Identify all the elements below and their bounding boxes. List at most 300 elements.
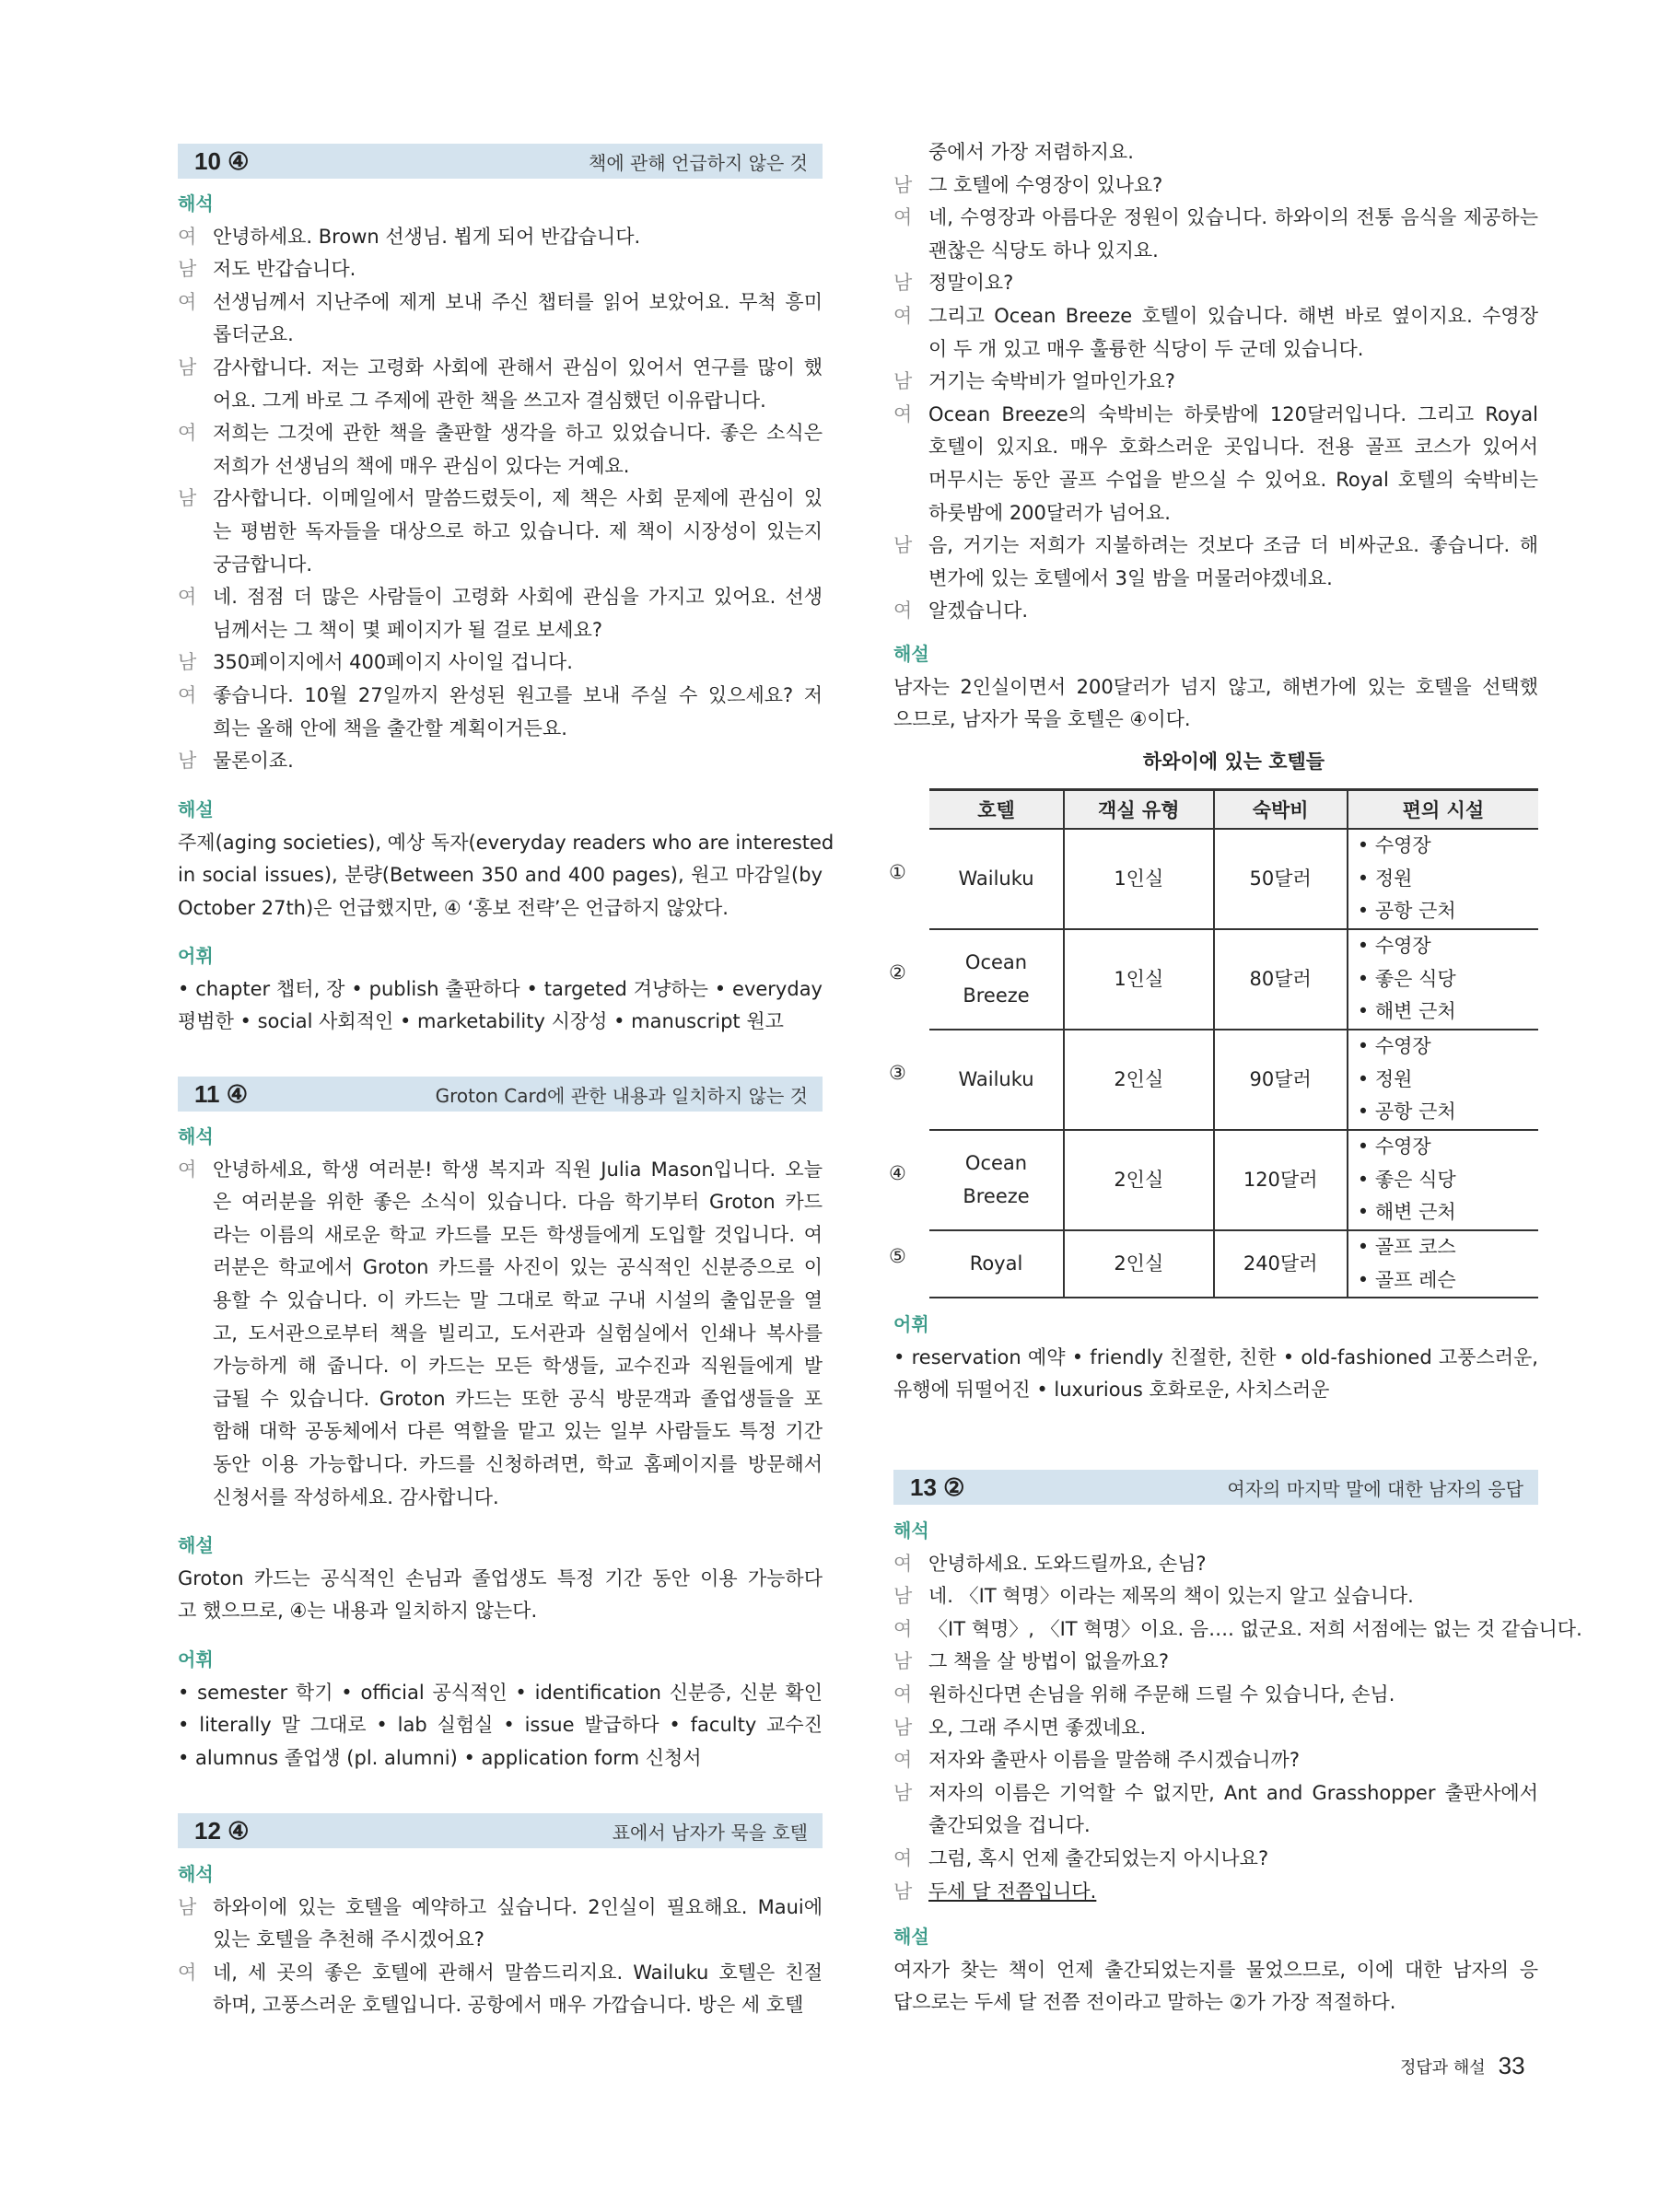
facility-item: • 수영장 — [1357, 834, 1431, 857]
haeseol-label: 해설 — [893, 643, 929, 665]
text-span: 저자와 출판사 이름을 말씀해 주시겠습니까? — [928, 1749, 1300, 1772]
hotel-name-line: Ocean — [964, 1151, 1028, 1174]
text-span: 라는 이름의 새로운 학교 카드를 모든 학생들에게 도입할 것입니다. 여 — [213, 1223, 823, 1246]
dialogue-turn — [178, 646, 823, 680]
dialogue-turn — [178, 221, 823, 254]
dialogue-turn — [178, 253, 823, 286]
hotel-name-line: Royal — [969, 1252, 1023, 1275]
turn-text — [928, 366, 1538, 399]
text-span: 감사합니다. 저는 고령화 사회에 관해서 관심이 있어서 연구를 많이 했 — [213, 355, 823, 378]
turn-text — [928, 300, 1538, 366]
text-span: 그리고 Ocean Breeze 호텔이 있습니다. 해변 바로 옆이지요. 수영장 — [928, 304, 1538, 327]
text-line — [213, 1154, 823, 1187]
text-line: 유행에 뒤떨어진 • luxurious 호화로운, 사치스러운 — [893, 1379, 1330, 1402]
text-span: 함해 대학 공동체에서 다른 역할을 맡고 있는 일부 사람들도 특정 기간 — [213, 1420, 823, 1443]
haeseol-s12 — [893, 638, 1538, 737]
price-cell: 240달러 — [1214, 1230, 1348, 1298]
speaker-label: 여 — [178, 422, 197, 445]
option-number: ② — [889, 960, 906, 984]
text-line — [213, 713, 823, 746]
section-header-s11 — [178, 1077, 823, 1112]
hotel-table — [929, 788, 1538, 1298]
turn-text — [213, 253, 823, 286]
dialogue-turn — [178, 352, 823, 417]
speaker-label: 남 — [178, 1895, 197, 1918]
text-span: 출간되었을 겁니다. — [928, 1814, 1091, 1837]
text-line — [213, 352, 823, 385]
text-line — [213, 385, 823, 418]
turn-text — [928, 1679, 1538, 1712]
text-span: 있는 호텔을 추천해 주시겠어요? — [213, 1928, 484, 1951]
text-line — [928, 431, 1538, 464]
footer-label: 정답과 해설 — [1400, 2057, 1486, 2078]
text-span: 롭더군요. — [213, 323, 294, 346]
speaker-label: 여 — [893, 402, 913, 425]
turn-text — [213, 483, 823, 581]
text-span: 급될 수 있습니다. Groton 카드는 또한 공식 방문객과 졸업생들을 포 — [213, 1387, 823, 1410]
haeseol-s13 — [893, 1921, 1538, 2020]
dialogue-s12 — [893, 136, 1538, 628]
text-span: 신청서를 작성하세요. 감사합니다. — [213, 1485, 499, 1508]
facility-item: • 정원 — [1357, 867, 1413, 890]
text-line — [928, 530, 1538, 563]
text-line — [213, 680, 823, 713]
speaker-label: 여 — [178, 290, 197, 313]
dialogue-s10 — [178, 188, 823, 778]
facility-item: • 해변 근처 — [1357, 1201, 1456, 1224]
room-type-cell: 1인실 — [1064, 829, 1214, 929]
speaker-label: 남 — [893, 173, 913, 196]
text-span: 정말이요? — [928, 272, 1014, 295]
text-span: 네. 〈IT 혁명〉이라는 제목의 책이 있는지 알고 싶습니다. — [928, 1585, 1414, 1608]
table-row — [929, 1230, 1538, 1298]
table-header-row — [929, 790, 1538, 830]
speaker-label: 여 — [893, 1617, 913, 1640]
text-line: • reservation 예약 • friendly 친절한, 친한 • old-fashioned 고풍스러운, — [893, 1345, 1538, 1368]
text-line: 남자는 2인실이면서 200달러가 넘지 않고, 해변가에 있는 호텔을 선택했 — [893, 675, 1538, 698]
turn-text — [928, 1580, 1538, 1613]
speaker-label: 여 — [178, 225, 197, 248]
text-line — [928, 464, 1538, 497]
facilities-cell — [1348, 1030, 1538, 1130]
text-line — [213, 1186, 823, 1219]
text-span: 그 호텔에 수영장이 있나요? — [928, 173, 1163, 196]
column-header: 호텔 — [929, 790, 1064, 830]
dialogue-turn — [893, 1646, 1538, 1679]
text-span: 하며, 고풍스러운 호텔입니다. 공항에서 매우 가깝습니다. 방은 세 호텔 — [213, 1994, 804, 2017]
text-line — [928, 563, 1538, 596]
dialogue-turn — [178, 1957, 823, 2022]
text-line — [213, 1957, 823, 1990]
dialogue-turn — [893, 1712, 1538, 1745]
text-line: • literally 말 그대로 • lab 실험실 • issue 발급하다 • faculty 교수진 — [178, 1714, 823, 1737]
hotel-name-line: Ocean — [964, 950, 1028, 973]
text-span: 하와이에 있는 호텔을 예약하고 싶습니다. 2인실이 필요해요. Maui에 — [213, 1895, 823, 1918]
question-title: 책에 관해 언급하지 않은 것 — [589, 151, 808, 174]
speaker-label: 여 — [893, 1682, 913, 1706]
question-number: 12 ④ — [194, 1816, 250, 1845]
facilities-cell — [1348, 1230, 1538, 1298]
facilities-cell — [1348, 829, 1538, 929]
dialogue-turn — [893, 1777, 1538, 1843]
facility-item: • 수영장 — [1357, 1035, 1431, 1058]
text-span: 저도 반갑습니다. — [213, 258, 356, 281]
text-line — [928, 1843, 1538, 1876]
hotel-name-line: Wailuku — [958, 867, 1034, 890]
dialogue-turn — [893, 1613, 1582, 1647]
text-span: 음, 거기는 저희가 지불하려는 것보다 조금 더 비싸군요. 좋습니다. 해 — [928, 534, 1538, 557]
text-line: 으므로, 남자가 묵을 호텔은 ④이다. — [893, 708, 1191, 731]
text-line — [213, 483, 823, 516]
turn-text — [213, 221, 823, 254]
price-cell: 90달러 — [1214, 1030, 1348, 1130]
turn-text — [928, 595, 1538, 628]
text-span: 거기는 숙박비가 얼마인가요? — [928, 370, 1175, 393]
text-line — [928, 1876, 1538, 1909]
facility-item: • 공항 근처 — [1357, 900, 1456, 923]
text-line — [928, 595, 1538, 628]
text-line — [928, 1548, 1538, 1581]
speaker-label: 남 — [178, 651, 197, 674]
text-line — [213, 646, 823, 680]
table-row — [929, 1030, 1538, 1130]
text-line — [928, 1646, 1538, 1679]
text-line — [213, 1219, 823, 1252]
column-header: 숙박비 — [1214, 790, 1348, 830]
haeseol-s11 — [178, 1530, 823, 1628]
speaker-label: 여 — [178, 586, 197, 609]
section-header-s10 — [178, 144, 823, 179]
dialogue-turn — [178, 1154, 823, 1515]
text-line — [928, 366, 1538, 399]
text-line — [928, 300, 1538, 333]
speaker-label: 남 — [178, 355, 197, 378]
text-line — [928, 1810, 1538, 1843]
turn-text — [928, 267, 1538, 300]
turn-text — [213, 646, 823, 680]
text-span: 안녕하세요. Brown 선생님. 뵙게 되어 반갑습니다. — [213, 225, 641, 248]
turn-text — [928, 1613, 1582, 1647]
text-span: 네, 세 곳의 좋은 호텔에 관해서 말씀드리지요. Wailuku 호텔은 친절 — [213, 1961, 823, 1984]
page-number: 33 — [1498, 2052, 1525, 2079]
turn-text — [213, 1154, 823, 1515]
speaker-label: 남 — [893, 370, 913, 393]
question-title: 여자의 마지막 말에 대한 남자의 응답 — [1227, 1477, 1523, 1500]
hotel-cell — [929, 1230, 1064, 1298]
text-line: Groton 카드는 공식적인 손님과 졸업생도 특정 기간 동안 이용 가능하다 — [178, 1566, 823, 1589]
text-line — [213, 549, 823, 582]
dialogue-turn — [893, 1580, 1538, 1613]
text-line — [928, 1613, 1582, 1647]
dialogue-turn — [893, 136, 1538, 169]
text-line: 주제(aging societies), 예상 독자(everyday readers who are interested — [178, 831, 834, 854]
dialogue-turn — [893, 595, 1538, 628]
dialogue-turn — [893, 530, 1538, 595]
haeseol-s10 — [178, 794, 834, 925]
text-line — [213, 319, 823, 352]
text-line — [928, 497, 1538, 530]
question-number: 13 ② — [910, 1473, 965, 1501]
turn-text — [213, 680, 823, 745]
dialogue-turn — [178, 680, 823, 745]
text-span: 머무시는 동안 골프 수업을 받으실 수 있어요. Royal 호텔의 숙박비는 — [928, 468, 1538, 491]
dialogue-turn — [178, 417, 823, 483]
text-line: 평범한 • social 사회적인 • marketability 시장성 • manuscript 원고 — [178, 1010, 784, 1033]
speaker-label: 남 — [893, 1880, 913, 1903]
text-line — [928, 169, 1538, 203]
option-number: ⑤ — [889, 1245, 906, 1267]
text-line — [928, 333, 1538, 367]
speaker-label: 남 — [893, 272, 913, 295]
price-cell: 120달러 — [1214, 1130, 1348, 1230]
speaker-label: 여 — [893, 600, 913, 623]
dialogue-turn — [178, 286, 823, 352]
price-cell: 50달러 — [1214, 829, 1348, 929]
room-type-cell: 2인실 — [1064, 1030, 1214, 1130]
text-span: Ocean Breeze의 숙박비는 하룻밤에 120달러입니다. 그리고 Royal — [928, 402, 1538, 425]
table-row — [929, 929, 1538, 1030]
turn-text — [213, 417, 823, 483]
facility-item: • 골프 코스 — [1357, 1236, 1456, 1258]
turn-text — [928, 202, 1538, 267]
text-line: • chapter 챕터, 장 • publish 출판하다 • targeted 겨냥하는 • everyday — [178, 977, 823, 1000]
text-span: 하룻밤에 200달러가 넘어요. — [928, 501, 1171, 524]
facility-item: • 해변 근처 — [1357, 1000, 1456, 1023]
dialogue-turn — [893, 202, 1538, 267]
turn-text — [928, 399, 1538, 530]
text-line — [213, 1252, 823, 1285]
text-line — [928, 1712, 1538, 1745]
text-span: 저희는 그것에 관한 책을 출판할 생각을 하고 있었습니다. 좋은 소식은 — [213, 422, 823, 445]
haeseol-label: 해설 — [893, 1926, 929, 1948]
text-line — [213, 221, 823, 254]
text-line — [213, 1415, 823, 1449]
room-type-cell: 2인실 — [1064, 1230, 1214, 1298]
room-type-cell: 2인실 — [1064, 1130, 1214, 1230]
text-line — [213, 1285, 823, 1318]
text-line — [213, 1482, 823, 1515]
turn-text — [928, 1777, 1538, 1843]
text-line — [928, 1744, 1538, 1777]
text-span: 용할 수 있습니다. 이 카드는 말 그대로 학교 구내 시설의 출입문을 열 — [213, 1288, 823, 1311]
hotel-name-line: Breeze — [963, 1184, 1030, 1207]
facility-item: • 공항 근처 — [1357, 1100, 1456, 1123]
turn-text — [928, 169, 1538, 203]
dialogue-turn — [893, 366, 1538, 399]
text-line — [213, 1318, 823, 1351]
speaker-label: 여 — [893, 1552, 913, 1575]
text-span: 오, 그래 주시면 좋겠네요. — [928, 1716, 1147, 1739]
text-span: 호텔이 있지요. 매우 호화스러운 곳입니다. 전용 골프 코스가 있어서 — [928, 436, 1538, 459]
text-line: 여자가 찾는 책이 언제 출간되었는지를 물었으므로, 이에 대한 남자의 응 — [893, 1958, 1538, 1981]
facility-item: • 좋은 식당 — [1357, 1168, 1456, 1191]
text-line: • alumnus 졸업생 (pl. alumni) • application form 신청서 — [178, 1746, 702, 1769]
turn-text — [928, 136, 1538, 169]
speaker-label: 남 — [893, 534, 913, 557]
dialogue-s11 — [178, 1121, 823, 1514]
speaker-label: 여 — [178, 683, 197, 706]
hotel-cell — [929, 1030, 1064, 1130]
text-span: 이 두 개 있고 매우 훌륭한 식당이 두 군데 있습니다. — [928, 337, 1364, 360]
turn-text — [213, 581, 823, 646]
dialogue-turn — [178, 1892, 823, 1957]
text-line — [213, 516, 823, 549]
text-span: 그럼, 혹시 언제 출간되었는지 아시나요? — [928, 1846, 1269, 1869]
text-span: 저희가 선생님의 책에 매우 관심이 있다는 거예요. — [213, 454, 630, 477]
dialogue-s12 — [178, 1858, 823, 2022]
question-title: 표에서 남자가 묵을 호텔 — [612, 1821, 808, 1844]
text-line — [213, 286, 823, 320]
column-header: 편의 시설 — [1348, 790, 1538, 830]
speaker-label: 여 — [178, 1158, 197, 1181]
hotel-cell — [929, 1130, 1064, 1230]
text-span: 괜찮은 식당도 하나 있지요. — [928, 239, 1159, 262]
table-row — [929, 829, 1538, 929]
eohwi-label: 어휘 — [893, 1313, 929, 1335]
text-span: 네, 수영장과 아름다운 정원이 있습니다. 하와이의 전통 음식을 제공하는 — [928, 206, 1538, 229]
haeseok-label: 해석 — [178, 192, 214, 215]
turn-text — [928, 1548, 1538, 1581]
dialogue-turn — [893, 1876, 1538, 1909]
turn-text — [928, 1876, 1538, 1909]
text-line: in social issues), 분량(Between 350 and 400 pages), 원고 마감일(by — [178, 864, 823, 887]
facilities-cell — [1348, 929, 1538, 1030]
text-line — [928, 136, 1538, 169]
text-span: 알겠습니다. — [928, 600, 1029, 623]
text-span: 두세 달 전쯤입니다. — [928, 1880, 1097, 1903]
text-line: • semester 학기 • official 공식적인 • identification 신분증, 신분 확인 — [178, 1681, 823, 1704]
page-footer — [1400, 2052, 1525, 2080]
turn-text — [213, 352, 823, 417]
text-span: 가능하게 해 줍니다. 이 카드는 모든 학생들, 교수진과 직원들에게 발 — [213, 1355, 823, 1378]
speaker-label: 여 — [178, 1961, 197, 1984]
text-line — [928, 399, 1538, 432]
facility-item: • 수영장 — [1357, 935, 1431, 958]
turn-text — [928, 1712, 1538, 1745]
text-line — [928, 235, 1538, 268]
speaker-label: 여 — [893, 1749, 913, 1772]
speaker-label: 여 — [893, 206, 913, 229]
text-line — [213, 1924, 823, 1957]
question-title: Groton Card에 관한 내용과 일치하지 않는 것 — [435, 1084, 808, 1107]
facilities-cell — [1348, 1130, 1538, 1230]
dialogue-turn — [178, 745, 823, 778]
text-span: 〈IT 혁명〉, 〈IT 혁명〉이요. 음…. 없군요. 저희 서점에는 없는 것 같습니다. — [928, 1617, 1582, 1640]
dialogue-turn — [893, 169, 1538, 203]
dialogue-turn — [893, 1744, 1538, 1777]
turn-text — [213, 745, 823, 778]
dialogue-s13 — [893, 1515, 1582, 1908]
price-cell: 80달러 — [1214, 929, 1348, 1030]
text-span: 감사합니다. 이메일에서 말씀드렸듯이, 제 책은 사회 문제에 관심이 있 — [213, 487, 823, 510]
facility-item: • 정원 — [1357, 1067, 1413, 1090]
text-span: 물론이죠. — [213, 750, 294, 773]
question-number: 11 ④ — [194, 1079, 249, 1108]
text-span: 은 여러분을 위한 좋은 소식이 있습니다. 다음 학기부터 Groton 카드 — [213, 1191, 823, 1214]
turn-text — [928, 1744, 1538, 1777]
dialogue-turn — [178, 483, 823, 581]
turn-text — [928, 530, 1538, 595]
text-line — [213, 450, 823, 483]
text-line — [213, 1350, 823, 1383]
text-span: 선생님께서 지난주에 제게 보내 주신 챕터를 읽어 보았어요. 무척 흥미 — [213, 290, 823, 313]
eohwi-label: 어휘 — [178, 1648, 214, 1671]
dialogue-turn — [893, 1843, 1538, 1876]
text-line — [928, 1580, 1538, 1613]
table-title: 하와이에 있는 호텔들 — [1142, 751, 1325, 773]
text-span: 변가에 있는 호텔에서 3일 밤을 머물러야겠네요. — [928, 566, 1333, 589]
hotel-name-line: Breeze — [963, 984, 1030, 1007]
speaker-label: 여 — [893, 1846, 913, 1869]
turn-text — [213, 1957, 823, 2022]
text-span: 동안 이용 가능합니다. 카드를 신청하려면, 학교 홈페이지를 방문해서 — [213, 1452, 823, 1475]
text-line — [213, 1449, 823, 1482]
text-span: 저자의 이름은 기억할 수 없지만, Ant and Grasshopper 출판사에서 — [928, 1781, 1538, 1804]
dialogue-turn — [178, 581, 823, 646]
text-span: 어요. 그게 바로 그 주제에 관한 책을 쓰고자 결심했던 이유랍니다. — [213, 389, 766, 412]
turn-text — [928, 1843, 1538, 1876]
speaker-label: 남 — [893, 1781, 913, 1804]
text-line: 고 했으므로, ④는 내용과 일치하지 않는다. — [178, 1600, 538, 1623]
haeseok-label: 해석 — [178, 1125, 214, 1147]
eohwi-s12 — [893, 1309, 1538, 1407]
text-span: 님께서는 그 책이 몇 페이지가 될 걸로 보세요? — [213, 618, 603, 641]
text-span: 러분은 학교에서 Groton 카드를 사진이 있는 공식적인 신분증으로 이 — [213, 1256, 823, 1279]
dialogue-turn — [893, 1548, 1538, 1581]
option-number: ③ — [889, 1061, 906, 1084]
text-span: 는 평범한 독자들을 대상으로 하고 있습니다. 제 책이 시장성이 있는지 — [213, 519, 823, 542]
section-header-s12 — [178, 1813, 823, 1848]
text-span: 안녕하세요, 학생 여러분! 학생 복지과 직원 Julia Mason입니다. 오늘 — [213, 1158, 823, 1181]
eohwi-s10 — [178, 940, 823, 1039]
text-span: 네. 점점 더 많은 사람들이 고령화 사회에 관심을 가지고 있어요. 선생 — [213, 586, 823, 609]
turn-text — [928, 1646, 1538, 1679]
section-header-s13 — [893, 1470, 1538, 1505]
turn-text — [213, 286, 823, 352]
haeseol-label: 해설 — [178, 1534, 214, 1556]
dialogue-turn — [893, 267, 1538, 300]
table-row — [929, 1130, 1538, 1230]
room-type-cell: 1인실 — [1064, 929, 1214, 1030]
speaker-label: 여 — [893, 304, 913, 327]
turn-text — [213, 1892, 823, 1957]
hotel-cell — [929, 829, 1064, 929]
text-line — [213, 417, 823, 450]
text-line — [213, 1383, 823, 1416]
haeseok-label: 해석 — [178, 1863, 214, 1885]
text-line — [213, 1989, 823, 2022]
text-line: October 27th)은 언급했지만, ④ ‘홍보 전략’은 언급하지 않았다. — [178, 896, 729, 919]
text-line — [928, 1777, 1538, 1810]
text-span: 안녕하세요. 도와드릴까요, 손님? — [928, 1552, 1207, 1575]
hotel-cell — [929, 929, 1064, 1030]
eohwi-label: 어휘 — [178, 945, 214, 967]
speaker-label: 남 — [178, 258, 197, 281]
text-span: 350페이지에서 400페이지 사이일 겁니다. — [213, 651, 573, 674]
text-line — [213, 1892, 823, 1925]
text-span: 궁금합니다. — [213, 553, 313, 576]
option-number: ① — [889, 860, 906, 883]
dialogue-turn — [893, 300, 1538, 366]
text-span: 고, 도서관으로부터 책을 빌리고, 도서관과 실험실에서 인쇄나 복사를 — [213, 1321, 823, 1345]
dialogue-turn — [893, 1679, 1538, 1712]
facility-item: • 좋은 식당 — [1357, 967, 1456, 990]
text-line — [928, 1679, 1538, 1712]
text-span: 그 책을 살 방법이 없을까요? — [928, 1650, 1169, 1673]
text-line — [213, 581, 823, 614]
speaker-label: 남 — [893, 1650, 913, 1673]
text-span: 희는 올해 안에 책을 출간할 계획이거든요. — [213, 716, 567, 739]
